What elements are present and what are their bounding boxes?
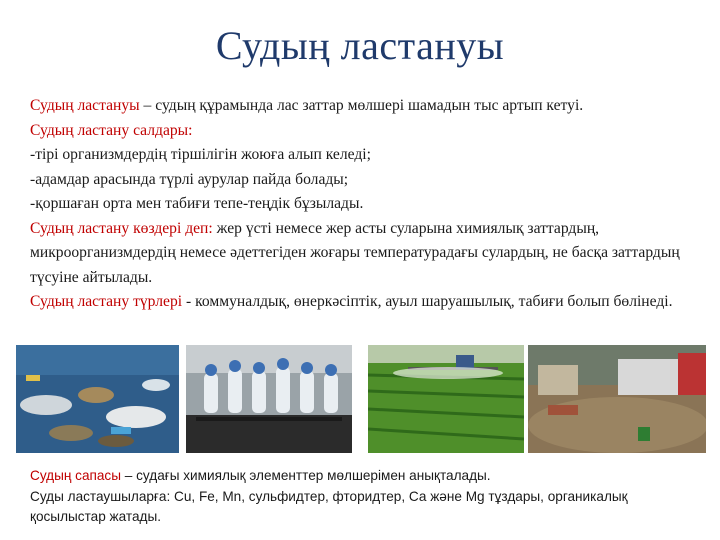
quality-paragraph	[30, 466, 700, 487]
crop-spraying-photo	[368, 345, 524, 453]
polluted-water-photo	[16, 345, 179, 453]
term-text: – судағы химиялық элементтер мөлшерімен анықталады.	[121, 468, 491, 483]
term-text: - коммуналдық, өнеркәсіптік, ауыл шаруашылық, табиғи болып бөлінеді.	[182, 293, 673, 310]
main-text	[30, 94, 690, 315]
slide-title: Судың ластануы	[215, 23, 505, 68]
term-text: -тірі организмдердің тіршілігін жоюға алып келеді;	[30, 146, 371, 163]
term-text: жер үсті немесе жер асты суларына химиялық заттардың, микроорганизмдердің немесе әдеттегіден жоғары температурадағы сулардың, не басқа заттардың түсуіне айтылады.	[30, 219, 680, 286]
consequence-item	[30, 168, 690, 193]
term-text: -адамдар арасында түрлі аурулар пайда болады;	[30, 170, 349, 188]
footer-text	[30, 466, 700, 528]
pollutants-paragraph	[30, 487, 700, 528]
flood-photo	[528, 345, 706, 453]
definition-paragraph	[30, 94, 690, 119]
consequence-item	[30, 143, 690, 168]
photo-strip	[16, 345, 706, 455]
cleanup-workers-photo	[186, 345, 352, 453]
consequences-heading	[30, 119, 690, 144]
term-label: Судың сапасы	[30, 468, 121, 483]
types-paragraph	[30, 290, 690, 315]
term-label: Судың ластану көздері деп:	[30, 219, 213, 237]
term-label: Судың ластануы	[30, 97, 140, 114]
sources-paragraph	[30, 217, 690, 291]
term-text: -қоршаған орта мен табиғи тепе-теңдік бұзылады.	[30, 195, 364, 212]
term-text: Суды ластаушыларға: Cu, Fe, Mn, сульфидтер, фторидтер, Са және Mg тұздары, органикалық қосылыстар жатады.	[30, 488, 628, 524]
term-label: Судың ластану салдары:	[30, 121, 193, 139]
term-text: – судың құрамында лас заттар мөлшері шамадын тыс артып кетуі.	[139, 97, 584, 114]
term-label: Судың ластану түрлері	[30, 293, 183, 310]
consequence-item	[30, 192, 690, 217]
